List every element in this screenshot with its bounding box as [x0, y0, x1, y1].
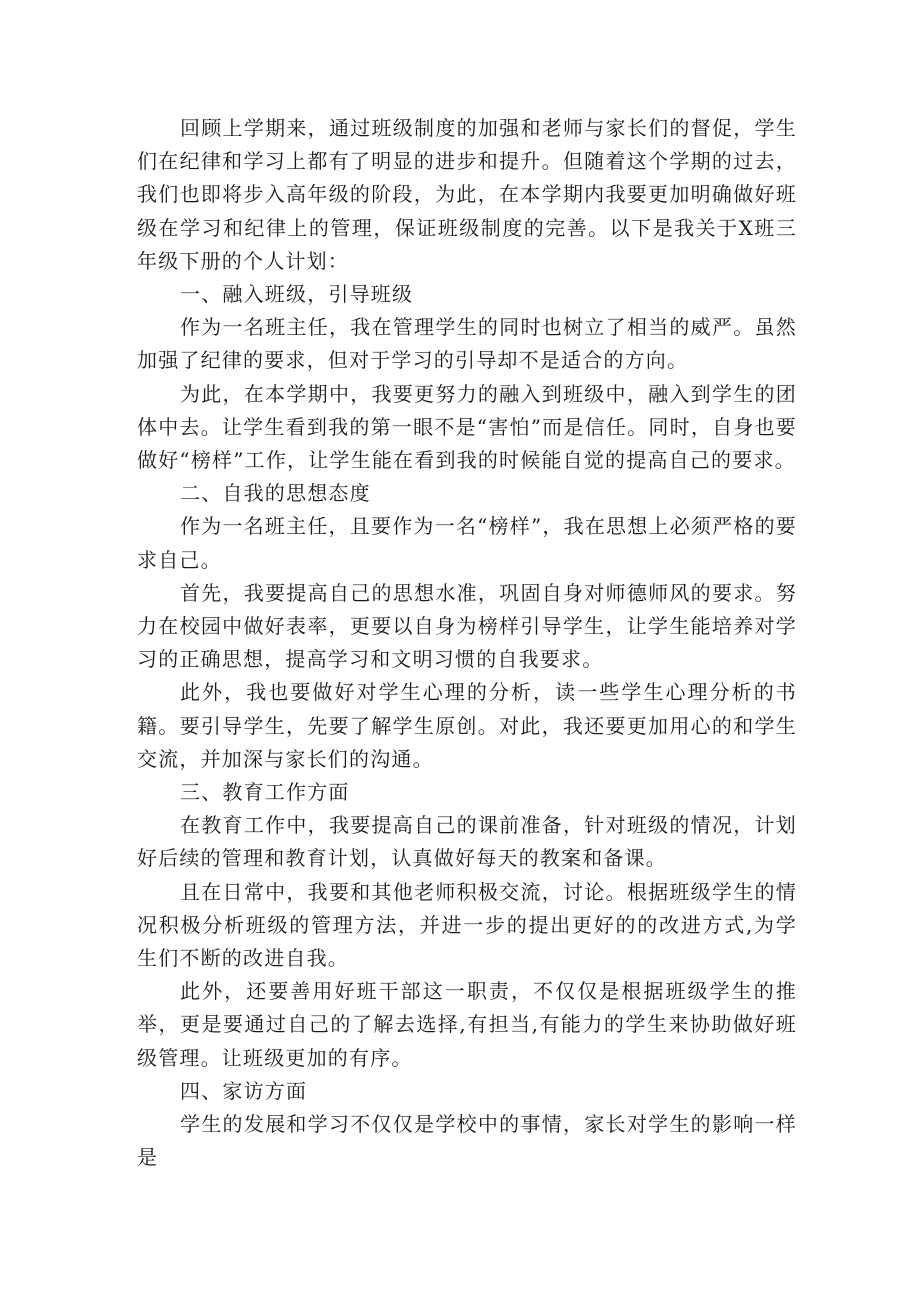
paragraph-intro: 回顾上学期来，通过班级制度的加强和老师与家长们的督促，学生们在纪律和学习上都有了明显的进步和提升。但随着这个学期的过去，我们也即将步入高年级的阶段，为此，在本学期内我要更加明确做好班级在学习和纪律上的管理，保证班级制度的完善。以下是我关于X班三年级下册的个人计划： — [137, 116, 797, 273]
paragraph: 在教育工作中，我要提高自己的课前准备，针对班级的情况，计划好后续的管理和教育计划，认真做好每天的教案和备课。 — [137, 813, 797, 871]
paragraph: 为此，在本学期中，我要更努力的融入到班级中，融入到学生的团体中去。让学生看到我的第一眼不是“害怕”而是信任。同时，自身也要做好“榜样”工作，让学生能在看到我的时候能自觉的提高自己的要求。 — [137, 381, 797, 473]
paragraph: 作为一名班主任，我在管理学生的同时也树立了相当的威严。虽然加强了纪律的要求，但对于学习的引导却不是适合的方向。 — [137, 315, 797, 373]
paragraph: 作为一名班主任，且要作为一名“榜样”，我在思想上必须严格的要求自己。 — [137, 514, 797, 572]
section-heading-1: 一、融入班级，引导班级 — [180, 282, 414, 307]
paragraph: 此外，还要善用好班干部这一职责，不仅仅是根据班级学生的推举，更是要通过自己的了解去选择,有担当,有能力的学生来协助做好班级管理。让班级更加的有序。 — [137, 979, 797, 1070]
document-body — [137, 112, 797, 1175]
paragraph: 此外，我也要做好对学生心理的分析，读一些学生心理分析的书籍。要引导学生，先要了解学生原创。对此，我还要更加用心的和学生交流，并加深与家长们的沟通。 — [137, 680, 797, 771]
section-heading-2: 二、自我的思想态度 — [180, 481, 371, 506]
paragraph: 学生的发展和学习不仅仅是学校中的事情，家长对学生的影响一样是 — [137, 1112, 797, 1170]
paragraph: 且在日常中，我要和其他老师积极交流，讨论。根据班级学生的情况积极分析班级的管理方法，并进一步的提出更好的的改进方式,为学生们不断的改进自我。 — [137, 879, 797, 971]
section-heading-3: 三、教育工作方面 — [180, 780, 350, 805]
paragraph: 首先，我要提高自己的思想水准，巩固自身对师德师风的要求。努力在校园中做好表率，更要以自身为榜样引导学生，让学生能培养对学习的正确思想，提高学习和文明习惯的自我要求。 — [137, 580, 797, 672]
section-heading-4: 四、家访方面 — [180, 1078, 308, 1103]
